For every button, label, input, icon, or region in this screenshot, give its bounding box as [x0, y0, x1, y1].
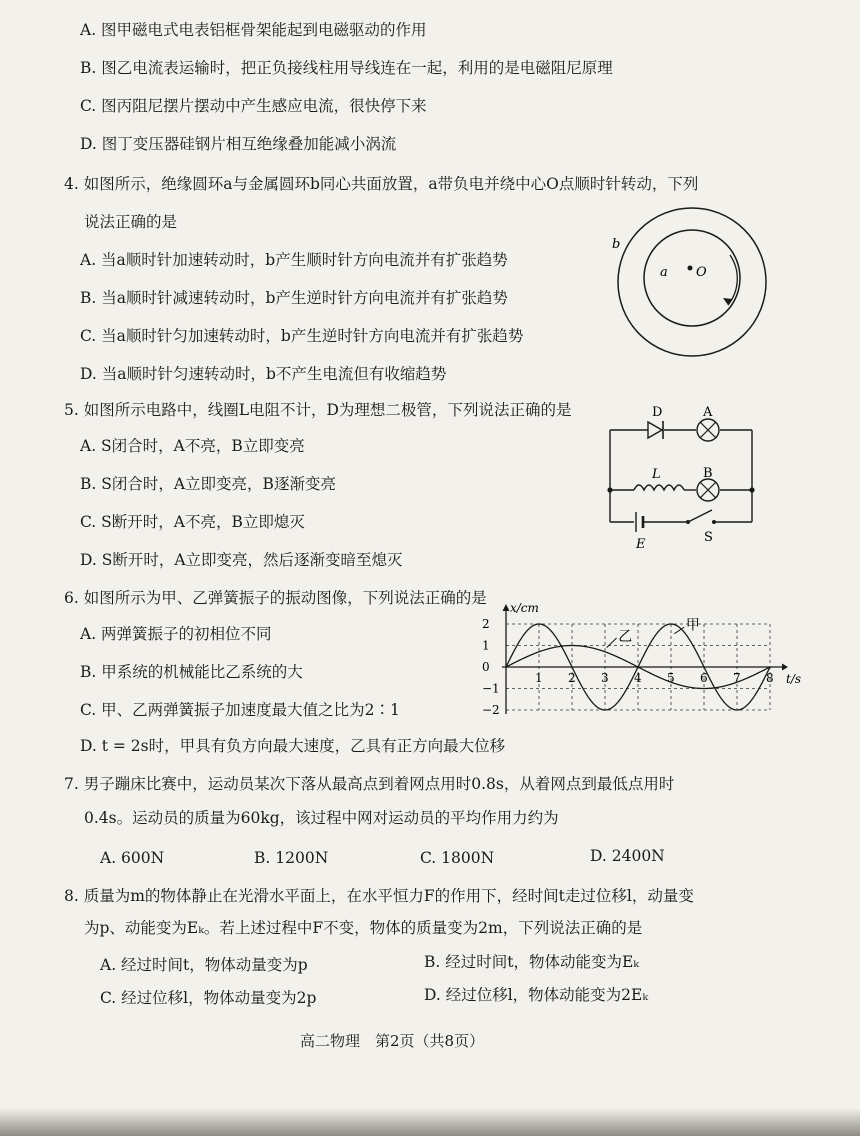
q7-stem-line2: 0.4s。运动员的质量为60kg，该过程中网对运动员的平均作用力约为 — [84, 809, 559, 827]
q3-option-b: B. 图乙电流表运输时，把正负接线柱用导线连在一起，利用的是电磁阻尼原理 — [80, 59, 613, 77]
q8-stem-line2: 为p、动能变为Eₖ。若上述过程中F不变，物体的质量变为2m，下列说法正确的是 — [84, 919, 643, 937]
x-tick-label: 6 — [700, 671, 708, 685]
q6-stem: 6. 如图所示为甲、乙弹簧振子的振动图像，下列说法正确的是 — [64, 589, 487, 607]
q5-option-a: A. S闭合时，A不亮，B立即变亮 — [80, 437, 305, 455]
q4-stem-line1: 4. 如图所示，绝缘圆环a与金属圆环b同心共面放置，a带负电并绕中心O点顺时针转动，下列 — [64, 175, 699, 193]
q5-option-d: D. S断开时，A立即变亮，然后逐渐变暗至熄灭 — [80, 551, 403, 569]
q6-option-b: B. 甲系统的机械能比乙系统的大 — [80, 663, 303, 681]
y-tick-label: −2 — [482, 703, 500, 717]
q4-option-c: C. 当a顺时针匀加速转动时，b产生逆时针方向电流并有扩张趋势 — [80, 327, 524, 345]
lamp-b-symbol — [697, 479, 719, 501]
ring-a — [644, 230, 740, 326]
x-tick-label: 7 — [733, 671, 741, 685]
label-b: b — [612, 237, 621, 252]
q6-option-d: D. t = 2s时，甲具有负方向最大速度，乙具有正方向最大位移 — [80, 737, 506, 755]
scan-shadow — [0, 1108, 860, 1136]
y-tick-label: 2 — [482, 617, 490, 631]
inductor-symbol — [634, 485, 684, 490]
label-a: a — [660, 265, 668, 280]
q8-option-d: D. 经过位移l，物体动能变为2Eₖ — [424, 986, 649, 1004]
junction-right — [749, 487, 754, 492]
junction-left — [607, 487, 612, 492]
series-yi-leader — [607, 638, 617, 648]
q6-option-a: A. 两弹簧振子的初相位不同 — [80, 625, 272, 643]
y-tick-label: 1 — [482, 638, 490, 653]
q7-option-c: C. 1800N — [420, 849, 495, 867]
q3-option-a: A. 图甲磁电式电表铝框骨架能起到电磁驱动的作用 — [80, 21, 427, 39]
q5-option-b: B. S闭合时，A立即变亮，B逐渐变亮 — [80, 475, 336, 493]
lamp-a-symbol — [697, 419, 719, 441]
q4-option-d: D. 当a顺时针匀速转动时，b不产生电流但有收缩趋势 — [80, 365, 447, 383]
y-axis-arrow — [503, 604, 510, 611]
q8-stem-line1: 8. 质量为m的物体静止在光滑水平面上，在水平恒力F的作用下，经时间t走过位移l，动量变 — [64, 887, 694, 905]
y-tick-label: 0 — [482, 660, 490, 674]
q4-option-b: B. 当a顺时针减速转动时，b产生逆时针方向电流并有扩张趋势 — [80, 289, 508, 307]
x-axis-label: t/s — [786, 672, 802, 686]
label-d: D — [652, 405, 663, 420]
label-o: O — [696, 265, 707, 280]
q7-option-b: B. 1200N — [254, 849, 329, 867]
y-axis-label: x/cm — [510, 601, 539, 615]
x-tick-label: 5 — [667, 671, 675, 685]
series-jia-label: 甲 — [685, 617, 700, 634]
q3-option-c: C. 图丙阻尼摆片摆动中产生感应电流，很快停下来 — [80, 97, 427, 115]
label-s: S — [704, 530, 713, 545]
q3-option-d: D. 图丁变压器硅钢片相互绝缘叠加能减小涡流 — [80, 135, 397, 153]
q7-option-d: D. 2400N — [590, 847, 665, 865]
q4-ring-figure — [610, 200, 770, 370]
switch-symbol — [686, 510, 716, 524]
q5-circuit-figure — [600, 400, 770, 550]
x-axis-arrow — [782, 664, 788, 671]
q4-option-a: A. 当a顺时针加速转动时，b产生顺时针方向电流并有扩张趋势 — [80, 251, 508, 269]
q4-stem-line2: 说法正确的是 — [84, 213, 178, 231]
q8-option-c: C. 经过位移l，物体动量变为2p — [100, 989, 317, 1007]
battery-symbol — [636, 512, 643, 532]
label-e: E — [636, 537, 646, 552]
x-tick-label: 3 — [601, 671, 609, 685]
series-yi-label: 乙 — [618, 629, 633, 646]
q8-option-a: A. 经过时间t，物体动量变为p — [100, 956, 308, 974]
page-footer: 高二物理 第2页（共8页） — [300, 1032, 485, 1050]
x-tick-label: 1 — [535, 671, 543, 685]
y-tick-label: −1 — [482, 681, 500, 696]
q6-oscillation-chart — [470, 600, 802, 730]
q8-option-b: B. 经过时间t，物体动能变为Eₖ — [424, 953, 639, 971]
label-a: A — [703, 405, 713, 420]
center-point — [688, 266, 693, 271]
x-tick-label: 4 — [634, 671, 642, 685]
q7-option-a: A. 600N — [100, 849, 165, 867]
q5-stem: 5. 如图所示电路中，线圈L电阻不计，D为理想二极管，下列说法正确的是 — [64, 401, 572, 419]
q6-option-c: C. 甲、乙两弹簧振子加速度最大值之比为2∶1 — [80, 701, 400, 719]
diode-symbol — [648, 421, 663, 439]
label-l: L — [652, 467, 661, 482]
label-b: B — [703, 466, 713, 481]
x-tick-label: 8 — [766, 671, 774, 685]
q7-stem-line1: 7. 男子蹦床比赛中，运动员某次下落从最高点到着网点用时0.8s，从着网点到最低点用时 — [64, 775, 675, 793]
q5-option-c: C. S断开时，A不亮，B立即熄灭 — [80, 513, 305, 531]
x-tick-label: 2 — [568, 671, 576, 685]
